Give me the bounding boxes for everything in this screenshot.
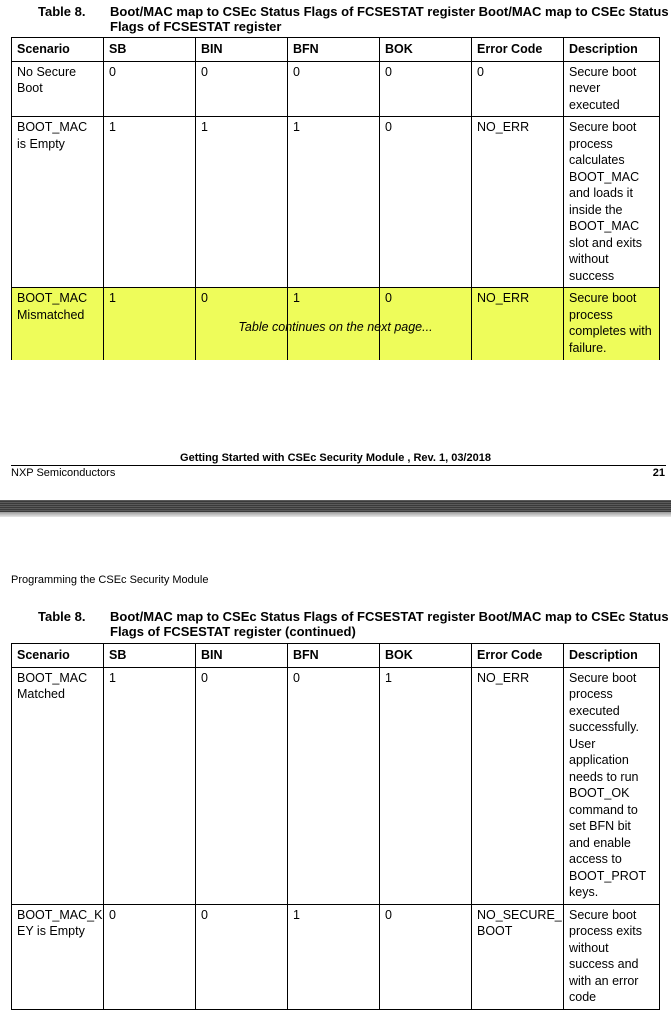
cell-description: Secure boot process exits without success and with an error code bbox=[564, 904, 660, 1009]
cell-error-code: 0 bbox=[472, 61, 564, 117]
page-number: 21 bbox=[652, 467, 665, 479]
table-continuation-note: Table continues on the next page... bbox=[238, 320, 433, 334]
cell-bin: 0 bbox=[196, 288, 288, 360]
footer-company: NXP Semiconductors bbox=[11, 467, 116, 479]
col-header-bok: BOK bbox=[380, 644, 472, 668]
table-caption-continued bbox=[38, 609, 670, 641]
cell-description: Secure boot never executed bbox=[564, 61, 660, 117]
footer-rule bbox=[11, 465, 666, 466]
col-header-sb: SB bbox=[104, 644, 196, 668]
cell-sb: 1 bbox=[104, 117, 196, 288]
col-header-sb: SB bbox=[104, 38, 196, 62]
footer-doc-title: Getting Started with CSEc Security Module , Rev. 1, 03/2018 bbox=[180, 452, 491, 464]
cell-description: Secure boot process executed successfully. User application needs to run BOOT_OK command to set BFN bit and enable access to BOOT_PROT keys. bbox=[564, 667, 660, 904]
cell-bfn: 1 bbox=[288, 904, 380, 1009]
table-header-row bbox=[12, 644, 660, 668]
cell-sb: 1 bbox=[104, 288, 196, 360]
table-number: Table 8. bbox=[38, 609, 86, 624]
table-number: Table 8. bbox=[38, 4, 86, 19]
cell-bfn: 0 bbox=[288, 61, 380, 117]
cell-bin: 0 bbox=[196, 667, 288, 904]
col-header-bok: BOK bbox=[380, 38, 472, 62]
table-row bbox=[12, 667, 660, 904]
col-header-description: Description bbox=[564, 644, 660, 668]
table-row bbox=[12, 904, 660, 1009]
table-row bbox=[12, 61, 660, 117]
cell-bok: 1 bbox=[380, 667, 472, 904]
cell-description: Secure boot process completes with failure. bbox=[564, 288, 660, 360]
cell-error-code: NO_ERR bbox=[472, 667, 564, 904]
cell-sb: 1 bbox=[104, 667, 196, 904]
cell-bok: 0 bbox=[380, 61, 472, 117]
running-head: Programming the CSEc Security Module bbox=[11, 574, 209, 586]
cell-error-code: NO_ERR bbox=[472, 288, 564, 360]
page-separator bbox=[0, 500, 671, 512]
cell-bok: 0 bbox=[380, 904, 472, 1009]
cell-error-code: NO_SECURE_ BOOT bbox=[472, 904, 564, 1009]
status-flags-table bbox=[11, 37, 660, 360]
cell-description: Secure boot process calculates BOOT_MAC and loads it inside the BOOT_MAC slot and exits without success bbox=[564, 117, 660, 288]
col-header-error-code: Error Code bbox=[472, 644, 564, 668]
cell-scenario: No Secure Boot bbox=[12, 61, 104, 117]
cell-bin: 0 bbox=[196, 904, 288, 1009]
cell-bok: 0 bbox=[380, 288, 472, 360]
cell-bfn: 1 bbox=[288, 117, 380, 288]
cell-bok: 0 bbox=[380, 117, 472, 288]
cell-scenario: BOOT_MAC_K EY is Empty bbox=[12, 904, 104, 1009]
table-title: Boot/MAC map to CSEc Status Flags of FCSESTAT register Boot/MAC map to CSEc Status Flags of FCSESTAT register bbox=[110, 4, 669, 34]
col-header-bfn: BFN bbox=[288, 38, 380, 62]
cell-scenario: BOOT_MAC is Empty bbox=[12, 117, 104, 288]
cell-bfn: 0 bbox=[288, 667, 380, 904]
status-flags-table-continued bbox=[11, 643, 660, 1010]
cell-bfn: 1 bbox=[288, 288, 380, 360]
table-row bbox=[12, 117, 660, 288]
col-header-error-code: Error Code bbox=[472, 38, 564, 62]
col-header-scenario: Scenario bbox=[12, 644, 104, 668]
table-title: Boot/MAC map to CSEc Status Flags of FCSESTAT register Boot/MAC map to CSEc Status Flags of FCSESTAT register (continued) bbox=[110, 609, 669, 639]
col-header-bin: BIN bbox=[196, 38, 288, 62]
cell-sb: 0 bbox=[104, 904, 196, 1009]
col-header-scenario: Scenario bbox=[12, 38, 104, 62]
table-header-row bbox=[12, 38, 660, 62]
cell-bin: 1 bbox=[196, 117, 288, 288]
col-header-bfn: BFN bbox=[288, 644, 380, 668]
col-header-description: Description bbox=[564, 38, 660, 62]
page-separator-shadow bbox=[0, 512, 671, 517]
cell-scenario: BOOT_MAC Mismatched bbox=[12, 288, 104, 360]
table-caption bbox=[38, 4, 670, 36]
cell-bin: 0 bbox=[196, 61, 288, 117]
cell-error-code: NO_ERR bbox=[472, 117, 564, 288]
cell-sb: 0 bbox=[104, 61, 196, 117]
col-header-bin: BIN bbox=[196, 644, 288, 668]
cell-scenario: BOOT_MAC Matched bbox=[12, 667, 104, 904]
